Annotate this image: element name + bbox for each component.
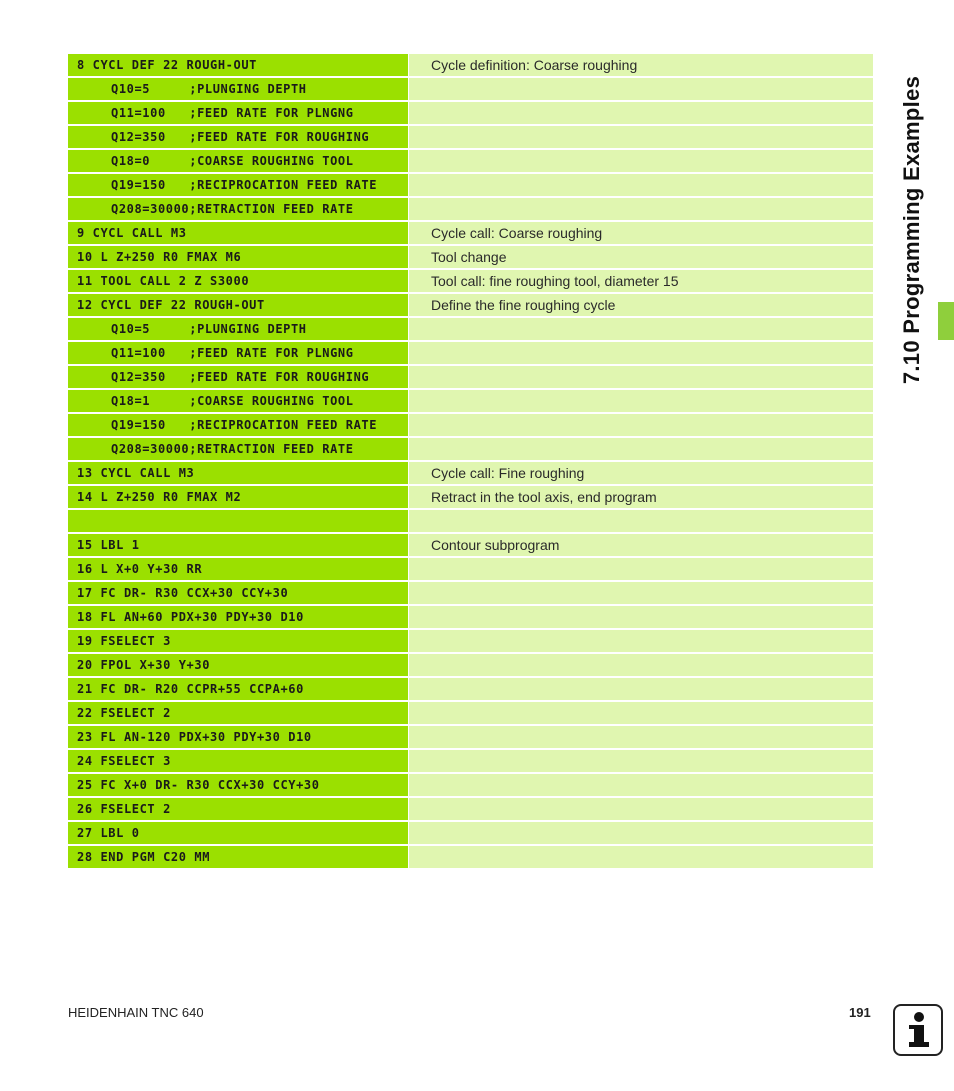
nc-code-cell: 28 END PGM C20 MM [68, 846, 408, 868]
nc-code-cell: 8 CYCL DEF 22 ROUGH-OUT [68, 54, 408, 76]
table-row [68, 318, 873, 340]
table-row [68, 414, 873, 436]
table-row [68, 462, 873, 484]
nc-code-cell: 11 TOOL CALL 2 Z S3000 [68, 270, 408, 292]
table-row [68, 750, 873, 772]
comment-cell [409, 102, 873, 124]
table-row [68, 558, 873, 580]
nc-code-cell: Q11=100 ;FEED RATE FOR PLNGNG [68, 102, 408, 124]
comment-cell [409, 846, 873, 868]
section-tab-marker [938, 302, 954, 340]
comment-cell [409, 414, 873, 436]
table-row [68, 606, 873, 628]
table-row [68, 294, 873, 316]
comment-cell: Contour subprogram [409, 534, 873, 556]
info-icon [893, 1004, 943, 1056]
nc-code-cell: Q18=0 ;COARSE ROUGHING TOOL [68, 150, 408, 172]
program-listing-table [68, 54, 873, 870]
table-row [68, 798, 873, 820]
table-row [68, 846, 873, 868]
comment-cell [409, 678, 873, 700]
table-row [68, 54, 873, 76]
comment-cell [409, 582, 873, 604]
nc-code-cell: 19 FSELECT 3 [68, 630, 408, 652]
comment-cell [409, 702, 873, 724]
table-row [68, 366, 873, 388]
footer-product: HEIDENHAIN TNC 640 [68, 1005, 204, 1020]
nc-code-cell: Q10=5 ;PLUNGING DEPTH [68, 78, 408, 100]
comment-cell [409, 198, 873, 220]
table-row [68, 270, 873, 292]
comment-cell [409, 558, 873, 580]
comment-cell: Retract in the tool axis, end program [409, 486, 873, 508]
nc-code-cell: 13 CYCL CALL M3 [68, 462, 408, 484]
table-row [68, 342, 873, 364]
nc-code-cell: 12 CYCL DEF 22 ROUGH-OUT [68, 294, 408, 316]
comment-cell [409, 726, 873, 748]
table-row [68, 126, 873, 148]
comment-cell: Define the fine roughing cycle [409, 294, 873, 316]
table-row [68, 654, 873, 676]
nc-code-cell: 15 LBL 1 [68, 534, 408, 556]
table-row [68, 774, 873, 796]
table-row [68, 174, 873, 196]
comment-cell [409, 750, 873, 772]
table-row [68, 534, 873, 556]
nc-code-cell: Q18=1 ;COARSE ROUGHING TOOL [68, 390, 408, 412]
table-row [68, 678, 873, 700]
table-row [68, 438, 873, 460]
comment-cell [409, 606, 873, 628]
comment-cell: Cycle call: Coarse roughing [409, 222, 873, 244]
table-row [68, 486, 873, 508]
nc-code-cell: 22 FSELECT 2 [68, 702, 408, 724]
comment-cell [409, 774, 873, 796]
nc-code-cell: 9 CYCL CALL M3 [68, 222, 408, 244]
comment-cell [409, 174, 873, 196]
nc-code-cell: 20 FPOL X+30 Y+30 [68, 654, 408, 676]
comment-cell: Cycle call: Fine roughing [409, 462, 873, 484]
nc-code-cell: Q19=150 ;RECIPROCATION FEED RATE [68, 174, 408, 196]
nc-code-cell: 17 FC DR- R30 CCX+30 CCY+30 [68, 582, 408, 604]
comment-cell: Tool call: fine roughing tool, diameter 15 [409, 270, 873, 292]
comment-cell [409, 342, 873, 364]
nc-code-cell: 23 FL AN-120 PDX+30 PDY+30 D10 [68, 726, 408, 748]
nc-code-cell: Q208=30000;RETRACTION FEED RATE [68, 438, 408, 460]
nc-code-cell: Q208=30000;RETRACTION FEED RATE [68, 198, 408, 220]
nc-code-cell: Q10=5 ;PLUNGING DEPTH [68, 318, 408, 340]
nc-code-cell: 27 LBL 0 [68, 822, 408, 844]
nc-code-cell: 26 FSELECT 2 [68, 798, 408, 820]
table-row [68, 582, 873, 604]
nc-code-cell: Q11=100 ;FEED RATE FOR PLNGNG [68, 342, 408, 364]
table-row [68, 390, 873, 412]
page-number: 191 [849, 1005, 871, 1020]
comment-cell: Tool change [409, 246, 873, 268]
nc-code-cell: Q12=350 ;FEED RATE FOR ROUGHING [68, 126, 408, 148]
nc-code-cell: 25 FC X+0 DR- R30 CCX+30 CCY+30 [68, 774, 408, 796]
table-row [68, 702, 873, 724]
comment-cell [409, 438, 873, 460]
comment-cell [409, 798, 873, 820]
table-row [68, 222, 873, 244]
comment-cell: Cycle definition: Coarse roughing [409, 54, 873, 76]
table-row [68, 150, 873, 172]
table-row [68, 510, 873, 532]
nc-code-cell: 10 L Z+250 R0 FMAX M6 [68, 246, 408, 268]
nc-code-cell: Q12=350 ;FEED RATE FOR ROUGHING [68, 366, 408, 388]
table-row [68, 78, 873, 100]
table-row [68, 726, 873, 748]
comment-cell [409, 630, 873, 652]
comment-cell [409, 390, 873, 412]
comment-cell [409, 654, 873, 676]
nc-code-cell: 16 L X+0 Y+30 RR [68, 558, 408, 580]
nc-code-cell: 18 FL AN+60 PDX+30 PDY+30 D10 [68, 606, 408, 628]
nc-code-cell [68, 510, 408, 532]
nc-code-cell: 24 FSELECT 3 [68, 750, 408, 772]
comment-cell [409, 510, 873, 532]
nc-code-cell: 14 L Z+250 R0 FMAX M2 [68, 486, 408, 508]
nc-code-cell: 21 FC DR- R20 CCPR+55 CCPA+60 [68, 678, 408, 700]
comment-cell [409, 822, 873, 844]
section-title-text: 7.10 Programming Examples [899, 75, 924, 385]
table-row [68, 630, 873, 652]
nc-code-cell: Q19=150 ;RECIPROCATION FEED RATE [68, 414, 408, 436]
comment-cell [409, 126, 873, 148]
table-row [68, 822, 873, 844]
table-row [68, 198, 873, 220]
comment-cell [409, 150, 873, 172]
comment-cell [409, 318, 873, 340]
comment-cell [409, 78, 873, 100]
table-row [68, 102, 873, 124]
comment-cell [409, 366, 873, 388]
table-row [68, 246, 873, 268]
